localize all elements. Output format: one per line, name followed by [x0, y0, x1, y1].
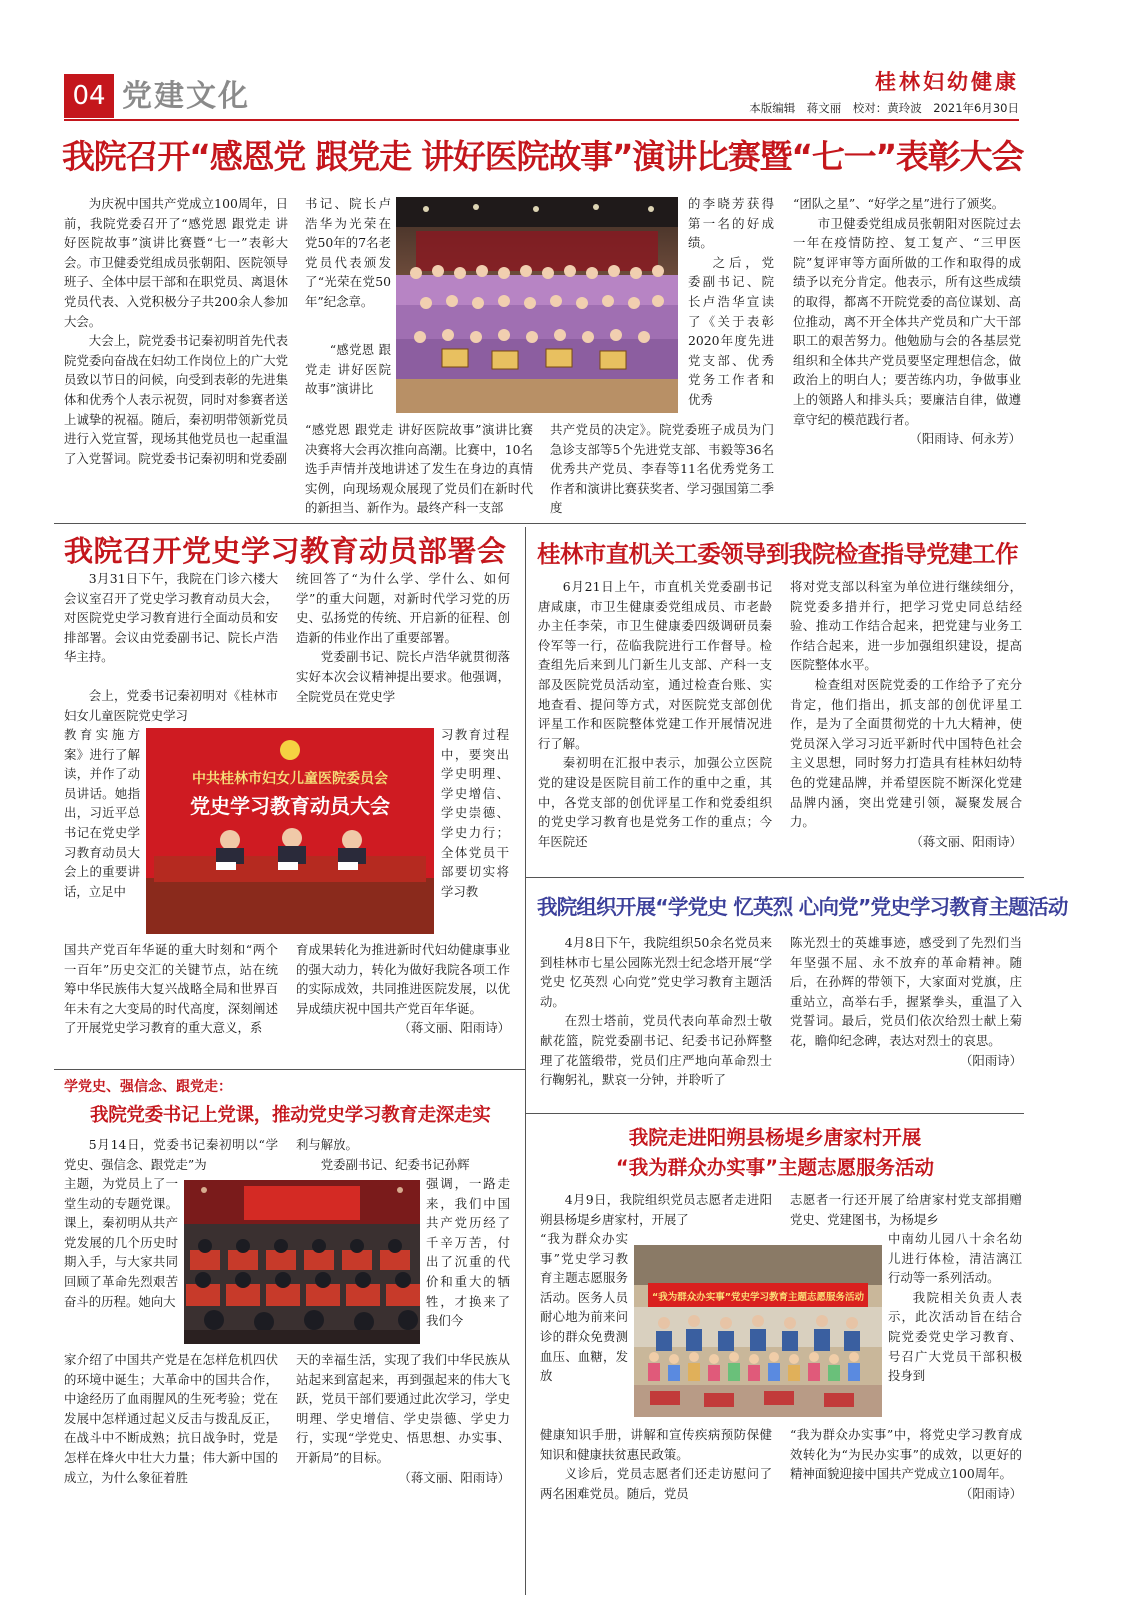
article6-col2-bottom — [790, 1425, 1022, 1503]
paper-name: 桂林妇幼健康 — [875, 69, 1019, 94]
article1-col2-top — [305, 194, 391, 312]
article4-c2: 陈光烈士的英雄事迹，感受到了先烈们当年坚强不屈、永不放弃的革命精神。随后，在孙辉的带领下，大家面对党旗，庄重站立，高举右手，握紧拳头，重温了入党誓词。最后，党员们依次给烈士献上菊花，瞻仰纪念碑，表达对烈士的哀思。 — [790, 935, 1022, 1048]
article1-col3-p2: 之后，党委副书记、院长卢浩华宣读了《关于表彰2020年度先进党支部、优秀党务工作者和优秀 — [688, 254, 774, 407]
divider-1 — [54, 523, 1026, 524]
article1-col4-p2: 市卫健委党组成员张朝阳对医院过去一年在疫情防控、复工复产、“三甲医院”复评审等方面所做的工作和取得的成绩予以充分肯定。他表示，所有这些成绩的取得，都离不开院党委的高位谋划、高位推动，离不开全体共产党员和广大干部职工的艰苦努力。他勉励与会的各基层党组织和全体共产党员要坚定理想信念，做政治上的明白人；要苦练内功，争做事业上的领路人和排头兵；要廉洁自律，做遵章守纪的模范践行者。 — [793, 215, 1021, 427]
volunteer-banner-text: “我为群众办实事”党史学习教育主题志愿服务活动 — [652, 1292, 864, 1303]
article5-col1-narrow — [64, 1174, 178, 1311]
article6-c2b: “我为群众办实事”中，将党史学习教育成效转化为“为民办实事”的成效，以更好的精神面貌迎接中国共产党成立100周年。 — [790, 1427, 1022, 1482]
article1-col3-p1: 的李晓芳获得第一名的好成绩。 — [688, 196, 774, 251]
article5-col1-top: 5月14日，党委书记秦初明以“学党史、强信念、跟党走”为 — [64, 1137, 278, 1172]
article1-col2-mid — [305, 340, 391, 399]
article3-col1 — [538, 577, 772, 851]
article5-p1: 主题，为党员上了一堂生动的专题党课。课上，秦初明从共产党发展的几个历史时期入手，与大家共同回顾了革命先烈艰苦奋斗的历程。她向大 — [64, 1176, 178, 1309]
article4-title: 我院组织开展“学党史 忆英烈 心向党”党史学习教育主题活动 — [537, 895, 1068, 919]
article2-col2b-start: 党委副书记、院长卢浩华就贯彻落实好本次会议精神提出要求。他强调，全院党员在党史学 — [296, 649, 510, 704]
article5-col2-top — [296, 1135, 510, 1174]
article1-col1-p1: 为庆祝中国共产党成立100周年，日前，我院党委召开了“感党恩 跟党走 讲好医院故事”演讲比赛暨“七一”表彰大会。市卫健委党组成员张朝阳、医院领导班子、全体中层干部和在职党员、离退休党员代表、入党积极分子共200余人参加大会。 — [64, 196, 288, 329]
banner-line1: 中共桂林市妇女儿童医院委员会 — [192, 771, 388, 787]
page-number: 04 — [72, 81, 106, 111]
header-rule — [64, 119, 1019, 121]
divider-center — [525, 527, 526, 1595]
article6-col1-narrow — [540, 1229, 628, 1386]
article2-col2c: 育成果转化为推进新时代妇幼健康事业的强大动力，转化为做好我院各项工作的实际成效，共同推进医院发展，以优异成绩庆祝中国共产党百年华诞。 — [296, 942, 510, 1016]
article6-col2-top: 志愿者一行还开展了给唐家村党支部捐赠党史、党建图书，为杨堤乡 — [790, 1192, 1022, 1227]
article1-col2-bottom — [305, 420, 533, 518]
article3-col2 — [790, 577, 1022, 851]
article6-title-line1: 我院走进阳朔县杨堤乡唐家村开展 — [628, 1126, 922, 1149]
article2-col1-narrow — [64, 725, 140, 901]
article1-col1 — [64, 194, 288, 468]
article2-col1-bottom — [64, 940, 278, 1038]
article4-col2 — [790, 933, 1022, 1070]
article6-col1-bottom — [540, 1425, 772, 1503]
article5-kicker: 学党史、强信念、跟党走： — [64, 1079, 232, 1095]
party-lecture-photo — [184, 1180, 420, 1344]
article5-c2b-start: 党委副书记、纪委书记孙辉 — [320, 1156, 470, 1172]
article6-p1: “我为群众办实事”党史学习教育主题志愿服务活动。医务人员耐心地为前来问诊的群众免费测血压、血糖，发放 — [540, 1231, 628, 1384]
article5-p1b: 家介绍了中国共产党是在怎样危机四伏的环境中诞生；大革命中的国共合作，中途经历了血雨腥风的生死考验；党在发展中怎样通过起义反击与拨乱反正，在战斗中不断成熟；抗日战争时，党是怎样在烽火中壮大力量；伟大新中国的成立，为什么象征着胜 — [64, 1352, 278, 1485]
article6-credit: （阳雨诗） — [960, 1485, 1022, 1501]
article1-col2-p1: 书记、院长卢浩华为光荣在党50年的7名老党员代表颁发了“光荣在党50年”纪念章。 — [305, 196, 391, 309]
article2-col1-mid: 会上，党委书记秦初明对《桂林市妇女儿童医院党史学习 — [64, 688, 278, 723]
article6-p1b: 健康知识手册，讲解和宣传疾病预防保健知识和健康扶贫惠民政策。 — [540, 1427, 772, 1462]
article4-c1: 4月8日下午，我院组织50余名党员来到桂林市七星公园陈光烈士纪念塔开展“学党史 忆英烈 心向党”党史学习教育主题活动。 — [540, 935, 772, 1009]
section-title: 党建文化 — [122, 79, 250, 114]
article5-c2b: 强调，一路走来，我们中国共产党历经了千辛万苦，付出了沉重的代价和重大的牺牲，才换来了我们今 — [426, 1176, 510, 1329]
article2-title: 我院召开党史学习教育动员部署会 — [64, 534, 507, 568]
article5-c2: 利与解放。 — [296, 1137, 358, 1152]
article2-col2a: 统回答了“为什么学、学什么、如何学”的重大问题，对新时代学习党的历史、弘扬党的传统、开启新的征程、创造新的伟业作出了重要部署。 — [296, 571, 510, 645]
article6-col1-top: 4月9日，我院组织党员志愿者走进阳朔县杨堤乡唐家村，开展了 — [540, 1192, 772, 1227]
article3-c1: 6月21日上午，市直机关党委副书记唐咸康，市卫生健康委党组成员、市老龄办主任李荣，市卫生健康委四级调研员秦伶军等一行，莅临我院进行工作督导。检查组先后来到儿门新生儿支部、产科一支部及医院党员活动室，通过检查台账、实地查看、提问等方式，对医院党支部创优评星工作和医院整体党建工作开展情况进行了解。 — [538, 579, 772, 751]
article4-credit: （阳雨诗） — [960, 1052, 1022, 1068]
article2-col2-top — [296, 569, 510, 706]
article3-title: 桂林市直机关工委领导到我院检查指导党建工作 — [537, 540, 1018, 568]
article6-col2-narrow — [888, 1229, 1022, 1386]
article1-col3-bottom — [550, 420, 774, 518]
banner-line2: 党史学习教育动员大会 — [190, 794, 390, 818]
article6-p1c: 义诊后，党员志愿者们还走访慰问了两名困难党员。随后，党员 — [540, 1466, 772, 1501]
article2-col2-bottom — [296, 940, 510, 1038]
article2-credit: （蒋文丽、阳雨诗） — [398, 1020, 510, 1036]
article1-col4 — [793, 194, 1021, 449]
article5-c2c: 天的幸福生活，实现了我们中华民族从站起来到富起来，再到强起来的伟大飞跃，党员干部们要通过此次学习，学史明理、学史增信、学史崇德、学史力行，实现“学党史、悟思想、办实事、开新局”的目标。 — [296, 1352, 510, 1465]
article3-c1b: 秦初明在汇报中表示，加强公立医院党的建设是医院目前工作的重中之重，其中，各党支部的创优评星工作和党委组织的党史学习教育也是党务工作的重点；今年医院还 — [538, 755, 772, 849]
article2-p2a: 教育实施方案》进行了解读，并作了动员讲话。她指出，习近平总书记在党史学习教育动员大会上的重要讲话，立足中 — [64, 727, 140, 899]
article1-title: 我院召开“感恩党 跟党走 讲好医院故事”演讲比赛暨“七一”表彰大会 — [62, 137, 1024, 176]
article1-col2-p2-a: “感党恩 跟党走 讲好医院故事”演讲比 — [305, 342, 391, 397]
article3-c2b: 检查组对医院党委的工作给予了充分肯定，他们指出，抓支部的创优评星工作，是为了全面贯彻党的十九大精神，使党员深入学习习近平新时代中国特色社会主义思想，同时努力打造具有桂林妇幼特色的党建品牌，并希望医院不断深化党建品牌内涵，突出党建引领，凝聚发展合力。 — [790, 676, 1022, 830]
article1-col1-p2: 大会上，院党委书记秦初明首先代表院党委向奋战在妇幼工作岗位上的广大党员致以节日的问候，向受到表彰的先进集体和优秀个人表示祝贺，同时对参赛者送上诚挚的祝福。随后，秦初明带领新党员进行入党宣誓，现场其他党员也一起重温了入党誓词。院党委书记秦初明和党委副 — [64, 333, 288, 466]
editor-line: 本版编辑 蒋文丽 校对：黄玲波 2021年6月30日 — [749, 101, 1019, 115]
article4-c1b: 在烈士塔前，党员代表向革命烈士敬献花篮，院党委副书记、纪委书记孙辉整理了花篮缎带，党员们庄严地向革命烈士行鞠躬礼，默哀一分钟，并聆听了 — [540, 1013, 772, 1088]
article1-credit: （阳雨诗、何永芳） — [909, 431, 1021, 447]
article6-c2b-start: 我院相关负责人表示，此次活动旨在结合院党委党史学习教育、号召广大党员干部积极投身到 — [888, 1289, 1022, 1384]
divider-4 — [526, 1113, 1024, 1114]
article1-col2-p2: “感党恩 跟党走 讲好医院故事”演讲比赛决赛将大会再次推向高潮。比赛中，10名选手声情并茂地讲述了发生在身边的真情实例，向现场观众展现了党员们在新时代的新担当、新作为。最终产科一支部 — [305, 422, 533, 516]
article2-col2-narrow — [441, 725, 509, 901]
article3-c2: 将对党支部以科室为单位进行继续细分，院党委多措并行，把学习党史同总结经验、推动工作结合起来，把党建与业务工作结合起来，进一步加强组织建设，提高医院整体水平。 — [790, 579, 1022, 673]
article5-credit: （蒋文丽、阳雨诗） — [398, 1469, 510, 1485]
article6-c2: 中南幼儿园八十余名幼儿进行体检，清洁漓江行动等一系列活动。 — [888, 1231, 1022, 1286]
volunteer-service-photo — [634, 1245, 882, 1417]
mobilization-meeting-photo — [146, 728, 434, 934]
award-ceremony-photo — [396, 197, 678, 413]
article3-credit: （蒋文丽、阳雨诗） — [910, 833, 1022, 849]
article1-col3-top — [688, 194, 774, 410]
divider-2 — [526, 877, 1024, 878]
article2-p1: 3月31日下午，我院在门诊六楼大会议室召开了党史学习教育动员大会，对医院党史学习教育进行全面动员和安排部署。会议由党委副书记、院长卢浩华主持。 — [64, 571, 278, 665]
article5-col1-bottom — [64, 1350, 278, 1487]
article2-p2b: 国共产党百年华诞的重大时刻和“两个一百年”历史交汇的关键节点，站在统筹中华民族伟大复兴战略全局和世界百年未有之大变局的时代高度，深刻阐述了开展党史学习教育的重大意义，系 — [64, 942, 278, 1036]
article1-col3-p3: 共产党员的决定》。院党委班子成员为门急诊支部等5个先进党支部、韦毅等36名优秀共产党员、李春等11名优秀党务工作者和演讲比赛获奖者、学习强国第二季度 — [550, 422, 774, 516]
article2-col2b: 习教育过程中，要突出学史明理、学史增信、学史崇德、学史力行；全体党员干部要切实将学习教 — [441, 727, 509, 899]
divider-3 — [54, 1069, 525, 1070]
article2-col1-top — [64, 569, 278, 667]
article5-title: 我院党委书记上党课，推动党史学习教育走深走实 — [90, 1105, 491, 1126]
article5-col2-bottom — [296, 1350, 510, 1487]
article5-col2-narrow — [426, 1174, 510, 1331]
article1-col4-p1: “团队之星”、“好学之星”进行了颁奖。 — [793, 196, 1005, 211]
article6-title-line2: “我为群众办实事”主题志愿服务活动 — [615, 1156, 935, 1179]
article4-col1 — [540, 933, 772, 1090]
